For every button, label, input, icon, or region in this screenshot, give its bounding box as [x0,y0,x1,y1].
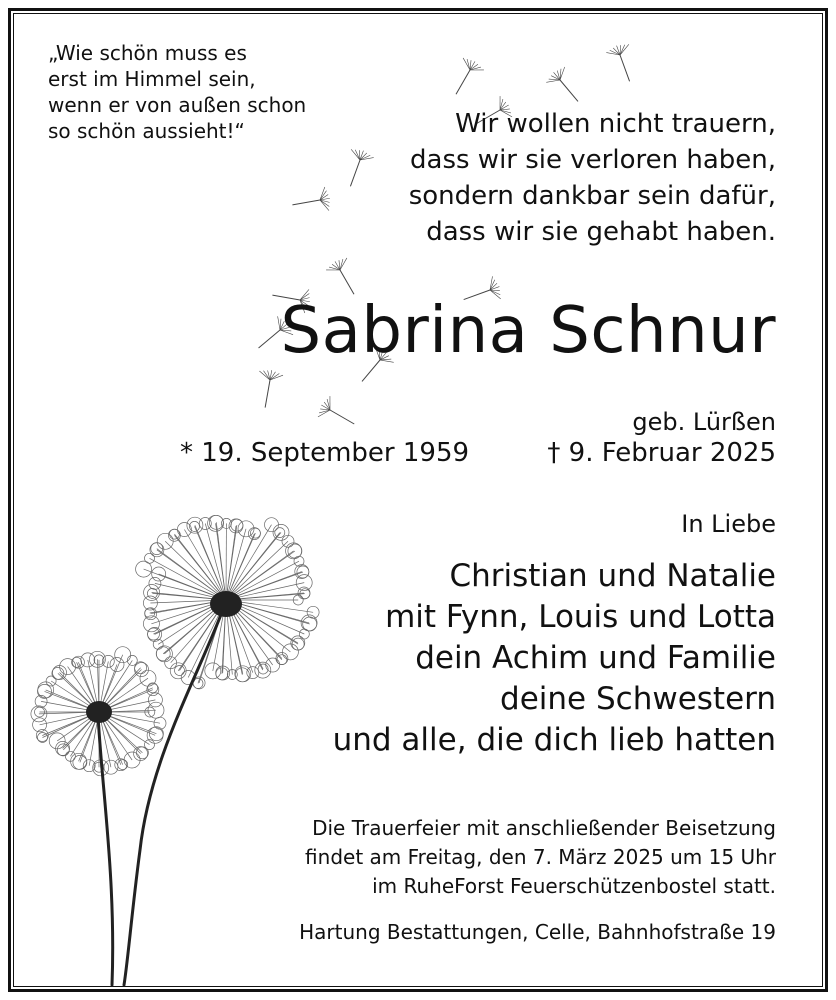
death-date: † 9. Februar 2025 [547,438,776,468]
memorial-verse [409,106,776,250]
verse-line: dass wir sie verloren haben, [410,145,776,175]
mourner-line: Christian und Natalie [449,558,776,594]
service-line: findet am Freitag, den 7. März 2025 um 15 Uhr [305,845,776,869]
undertaker-info: Hartung Bestattungen, Celle, Bahnhofstraße 19 [299,920,776,944]
deceased-name: Sabrina Schnur [280,294,776,368]
mourner-line: mit Fynn, Louis und Lotta [385,599,776,635]
birth-name: geb. Lürßen [632,408,776,436]
quote-line: wenn er von außen schon [48,93,307,117]
verse-line: Wir wollen nicht trauern, [455,109,776,139]
service-line: Die Trauerfeier mit anschließender Beisetzung [312,816,776,840]
quote-line: erst im Himmel sein, [48,67,256,91]
verse-line: dass wir sie gehabt haben. [426,217,776,247]
quote-line: so schön aussieht!“ [48,119,245,143]
mourner-line: und alle, die dich lieb hatten [332,722,776,758]
birth-date: * 19. September 1959 [180,438,470,468]
mourners-list [333,556,776,761]
quote-line: „Wie schön muss es [48,41,247,65]
service-line: im RuheForst Feuerschützenbostel statt. [372,874,776,898]
mourners-intro: In Liebe [681,510,776,538]
opening-quote [48,40,306,144]
mourner-line: dein Achim und Familie [415,640,776,676]
mourner-line: deine Schwestern [500,681,776,717]
service-info [305,814,776,901]
verse-line: sondern dankbar sein dafür, [408,181,776,211]
